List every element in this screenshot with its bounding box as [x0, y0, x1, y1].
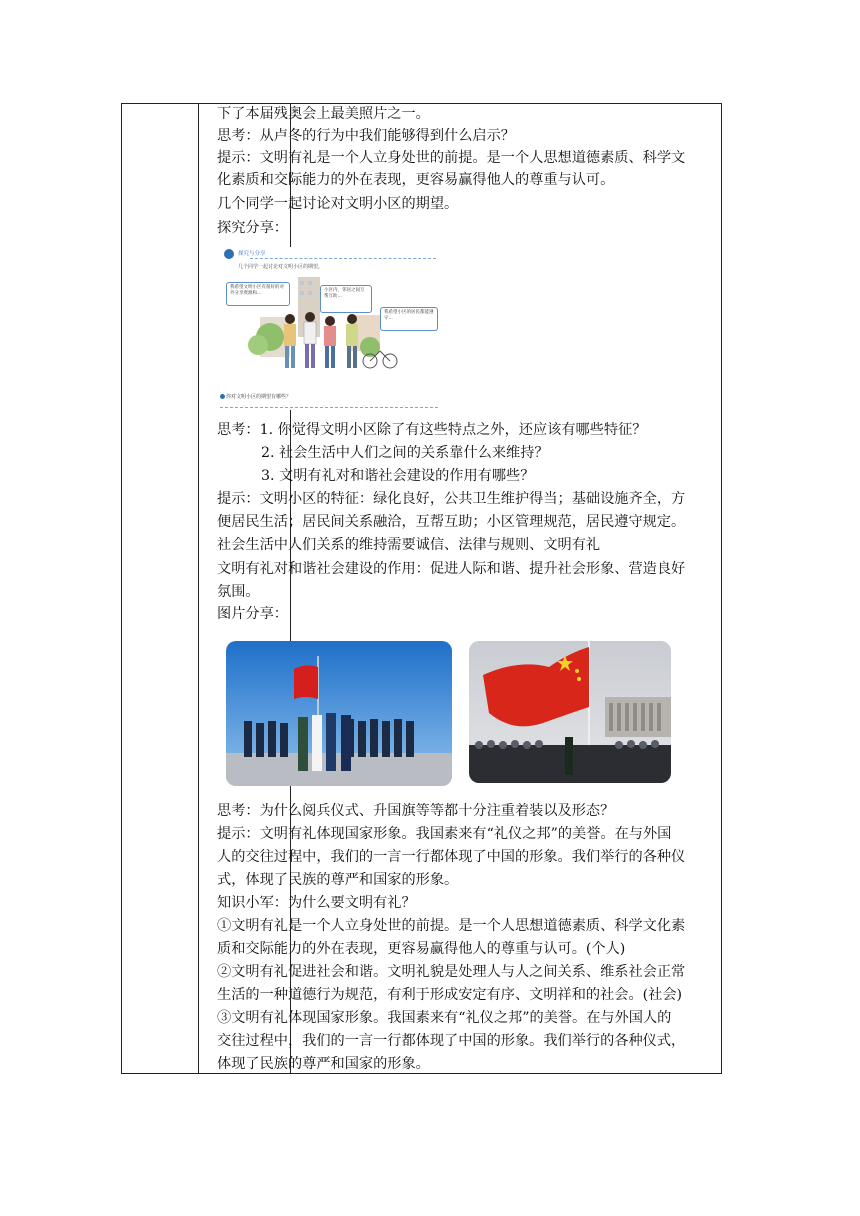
text-line: 思考：从卢冬的行为中我们能够得到什么启示？	[217, 128, 515, 144]
text-line: 2. 社会生活中人们之间的关系靠什么来维持？	[261, 445, 549, 461]
text-line: 质和交际能力的外在表现，更容易赢得他人的尊重与认可。(个人)	[217, 941, 626, 957]
speech-bubble: 我希望文明小区有很好的对外分享资源和...	[226, 282, 290, 306]
text-line: 文明有礼对和谐社会建设的作用：促进人际和谐、提升社会形象、营造良好	[217, 561, 686, 577]
flag-raising-photo	[469, 641, 671, 783]
text-line: 便居民生活；居民间关系融洽，互帮互助；小区管理规范，居民遵守规定。	[217, 514, 686, 530]
speech-bubble: 我希望小区的居民都能遵守...	[380, 307, 438, 331]
text-line: ①文明有礼是一个人立身处世的前提。是一个人思想道德素质、科学文化素	[217, 918, 686, 934]
text-line: 思考：为什么阅兵仪式、升国旗等等都十分注重着装以及形态？	[217, 803, 615, 819]
text-line: 下了本届残奥会上最美照片之一。	[217, 106, 430, 122]
honor-guard-photo	[226, 641, 452, 786]
text-line: 交往过程中，我们的一言一行都体现了中国的形象。我们举行的各种仪式，	[217, 1033, 686, 1049]
illustration-subtitle: 几个同学一起讨论对文明小区的期望。	[238, 264, 324, 270]
text-line: 式，体现了民族的尊严和国家的形象。	[217, 872, 459, 888]
students-drawing	[220, 247, 438, 410]
table-column-1	[122, 104, 199, 1073]
divider	[220, 407, 438, 408]
discussion-illustration	[220, 247, 438, 410]
text-line: ②文明有礼促进社会和谐。文明礼貌是处理人与人之间关系、维系社会正常	[217, 964, 686, 980]
text-line: 探究分享：	[217, 220, 288, 236]
text-line: 氛围。	[217, 584, 260, 600]
text-line: 社会生活中人们关系的维持需要诚信、法律与规则、文明有礼	[217, 537, 601, 553]
honor-guard-image	[226, 641, 452, 786]
text-line: 人的交往过程中，我们的一言一行都体现了中国的形象。我们举行的各种仪	[217, 849, 686, 865]
text-line: 图片分享：	[217, 606, 288, 622]
text-line: 几个同学一起讨论对文明小区的期望。	[217, 196, 459, 212]
text-line: 体现了民族的尊严和国家的形象。	[217, 1056, 430, 1072]
illustration-header: 探究与分享	[238, 251, 266, 257]
text-line: 提示：文明小区的特征：绿化良好，公共卫生维护得当；基础设施齐全，方	[217, 491, 686, 507]
text-line: 知识小军：为什么要文明有礼？	[217, 895, 416, 911]
text-line: 生活的一种道德行为规范，有利于形成安定有序、文明祥和的社会。(社会)	[217, 987, 683, 1003]
speech-bubble: 小区内，邻居之间互帮互助...	[320, 285, 372, 313]
text-line: 思考：1. 你觉得文明小区除了有这些特点之外，还应该有哪些特征？	[217, 422, 647, 438]
illustration-question: 你对文明小区的期望有哪些？	[226, 394, 292, 400]
text-line: 化素质和交际能力的外在表现，更容易赢得他人的尊重与认可。	[217, 172, 615, 188]
text-line: ③文明有礼体现国家形象。我国素来有“礼仪之邦”的美誉。在与外国人的	[217, 1010, 672, 1026]
text-line: 3. 文明有礼对和谐社会建设的作用有哪些？	[261, 468, 535, 484]
text-line: 提示：文明有礼是一个人立身处世的前提。是一个人思想道德素质、科学文	[217, 150, 686, 166]
flag-raising-image	[469, 641, 671, 783]
text-line: 提示：文明有礼体现国家形象。我国素来有“礼仪之邦”的美誉。在与外国	[217, 826, 672, 842]
question-bullet-icon	[220, 394, 225, 399]
